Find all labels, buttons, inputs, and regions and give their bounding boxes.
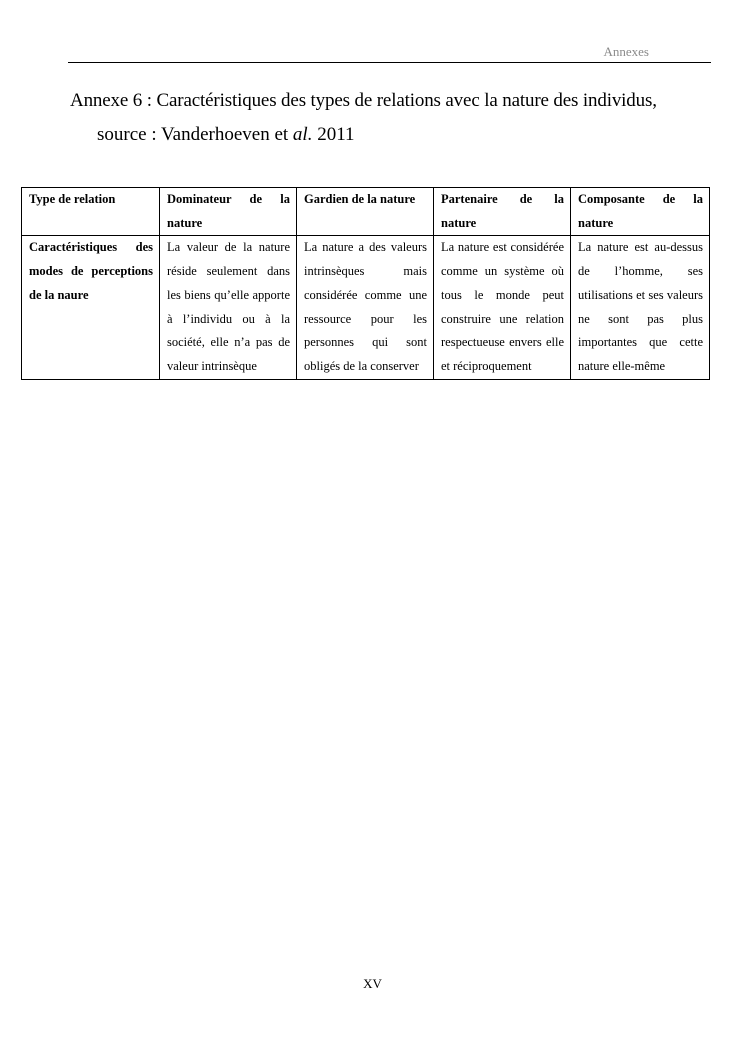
cell-partenaire: La nature est considérée comme un système où tous le monde peut construire une relation respectueuse envers elle et réciproquement [434,236,571,379]
cell-dominateur: La valeur de la nature réside seulement dans les biens qu’elle apporte à l’individu ou à la société, elle n’a pas de valeur intrinsèque [160,236,297,379]
annex-title: Annexe 6 : Caractéristiques des types de relations avec la nature des individus, [70,90,657,111]
header-cell-gardien: Gardien de la nature [297,188,434,236]
source-italic: al. [292,124,313,145]
relations-table [21,187,710,380]
source-prefix: source : Vanderhoeven et [97,124,293,145]
table-row [22,236,710,379]
source-year: 2011 [312,124,355,145]
running-header-text: Annexes [603,44,649,59]
annex-title-source [97,124,355,146]
header-cell-type: Type de relation [22,188,160,236]
row-label: Caractéristiques des modes de perceptions de la naure [22,236,160,379]
running-header [68,42,711,63]
cell-gardien: La nature a des valeurs intrinsèques mais considérée comme une ressource pour les personnes qui sont obligés de la conserver [297,236,434,379]
page-number: XV [363,976,382,991]
header-cell-composante: Composante de la nature [571,188,710,236]
header-cell-dominateur: Dominateur de la nature [160,188,297,236]
cell-composante: La nature est au-dessus de l’homme, ses utilisations et ses valeurs ne sont pas plus importantes que cette nature elle-même [571,236,710,379]
header-cell-partenaire: Partenaire de la nature [434,188,571,236]
table-header-row [22,188,710,236]
